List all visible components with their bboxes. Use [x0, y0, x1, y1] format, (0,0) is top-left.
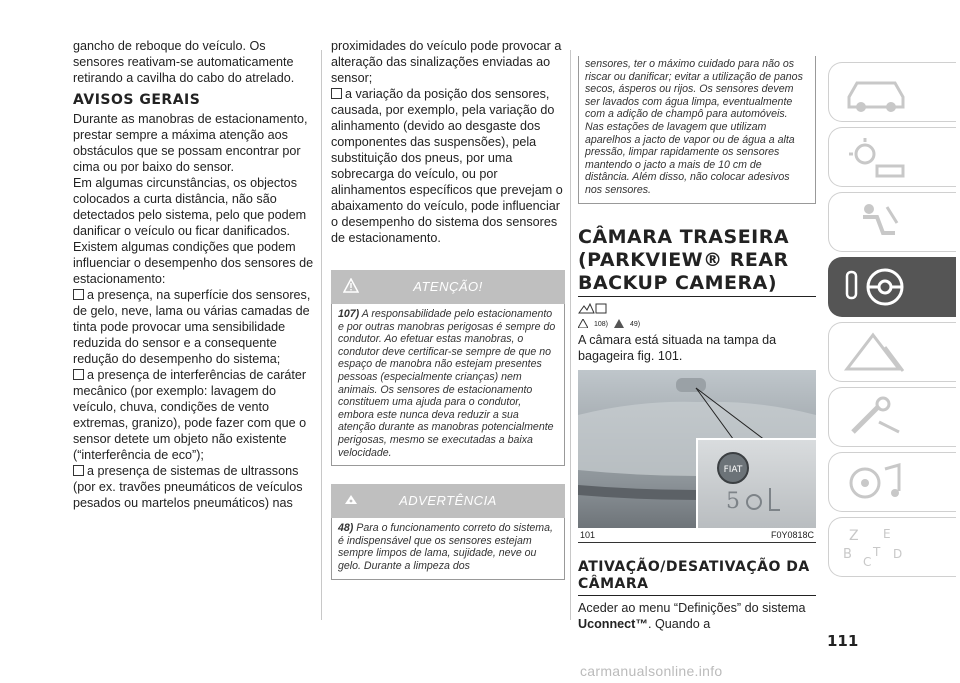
figure-number: 101 — [580, 529, 596, 540]
reference-marks — [578, 319, 816, 328]
bullet-item — [73, 463, 318, 511]
page-number: 111 — [827, 632, 859, 650]
paragraph: Em algumas circunstâncias, os objectos colocados a curta distância, não são detectados pelo sistema, pelo que podem danificar o veículo ou ficar danificados. — [73, 176, 307, 238]
heading-rule — [578, 595, 816, 596]
caution-number: 48) — [338, 522, 354, 535]
caution-triangle-icon — [614, 319, 624, 328]
caution-header — [331, 484, 565, 518]
paragraph: Aceder ao menu “Definições” do sistema Uconnect™. Quando a — [578, 600, 806, 631]
bullet-item — [73, 367, 318, 463]
svg-text:C: C — [863, 555, 872, 569]
uconnect-label: Uconnect™ — [578, 616, 648, 631]
warning-title: ATENÇÃO! — [413, 279, 483, 294]
heading-rule — [578, 296, 816, 297]
tab-multimedia[interactable] — [828, 452, 956, 512]
figure-inset-badge — [696, 438, 816, 528]
bullet-text: a presença de interferências de caráter mecânico (por exemplo: lavagem do veículo, chuva, condições de vento extremas, granizo), pode fazer com que o sensor detete um objeto não existente (“interferência de eco”); — [73, 368, 307, 462]
column-divider — [570, 50, 571, 620]
fiat-500l-badge-icon — [698, 440, 816, 528]
wrench-icon — [843, 396, 913, 438]
caution-text: Para o funcionamento correto do sistema, é indispensável que os sensores estejam sempre limpos de lama, sujidade, neve ou gelo. Durante a limpeza dos — [338, 522, 553, 572]
svg-text:D: D — [893, 547, 903, 561]
index-icon — [843, 526, 933, 570]
lights-icon — [843, 136, 913, 178]
bullet-text: a variação da posição dos sensores, causada, por exemplo, pela variação do alinhamento (devido ao desgaste dos componentes das suspensões), pela substituição dos pneus, por uma sobrecarga do veículo, ou por alinhamentos específicos que prevejam o abaixamento do veículo, pode influenciar o desempenho do sistema dos sensores de estacionamento. — [331, 87, 563, 245]
warning-number: 107) — [338, 308, 360, 320]
intro-paragraph: gancho de reboque do veículo. Os sensores reativam-se automaticamente retirando a cavilha do cabo do atrelado. — [73, 39, 295, 85]
media-icon — [843, 461, 913, 503]
tab-index[interactable] — [828, 517, 956, 577]
reference-caution: 49) — [630, 320, 641, 328]
camera-function-icon — [578, 301, 608, 315]
tab-lights[interactable] — [828, 127, 956, 187]
warning-header — [331, 270, 565, 304]
svg-text:5: 5 — [726, 488, 740, 514]
section-heading-general-warnings: AVISOS GERAIS — [73, 92, 201, 108]
column-1 — [73, 38, 318, 511]
tab-warnings[interactable] — [828, 322, 956, 382]
caution-body — [331, 518, 565, 579]
reference-warning: 108) — [594, 320, 609, 328]
svg-text:Z: Z — [849, 528, 859, 544]
column-3 — [578, 56, 816, 632]
section-heading-rear-camera: CÂMARA TRASEIRA (PARKVIEW® REAR BACKUP CAMERA) — [578, 225, 790, 294]
bullet-item — [331, 86, 565, 246]
warning-triangle-icon — [843, 331, 913, 373]
paragraph: Durante as manobras de estacionamento, prestar sempre a máxima atenção aos obstáculos que se possam encontrar por cima ou por baixo do sensor. — [73, 112, 308, 174]
column-2 — [331, 38, 565, 580]
bullet-item — [73, 287, 318, 367]
warning-body — [331, 304, 565, 466]
bullet-box-icon — [73, 289, 84, 300]
bullet-box-icon — [331, 88, 342, 99]
section-heading-activation: ATIVAÇÃO/DESATIVAÇÃO DA CÂMARA — [578, 558, 810, 592]
bullet-box-icon — [73, 369, 84, 380]
bullet-text: a presença de sistemas de ultrassons (por ex. travões pneumáticos de veículos pesados ou martelos pneumáticos) nas — [73, 464, 303, 510]
caution-title: ADVERTÊNCIA — [399, 493, 497, 509]
paragraph: Existem algumas condições que podem influenciar o desempenho dos sensores de estacionamento: — [73, 240, 314, 286]
svg-text:FIAT: FIAT — [723, 464, 743, 475]
car-icon — [843, 71, 913, 113]
column-divider — [321, 50, 322, 620]
caution-continuation-box — [578, 56, 816, 204]
svg-text:E: E — [883, 527, 891, 541]
tab-starting-driving[interactable] — [828, 257, 956, 317]
paragraph: proximidades do veículo pode provocar a alteração das sinalizações enviadas ao sensor; — [331, 39, 562, 85]
chapter-tabs — [828, 62, 956, 582]
figure-code: F0Y0818C — [770, 529, 814, 540]
tab-maintenance[interactable] — [828, 387, 956, 447]
tab-car[interactable] — [828, 62, 956, 122]
svg-text:T: T — [873, 545, 881, 559]
watermark: carmanualsonline.info — [580, 663, 723, 679]
bullet-box-icon — [73, 465, 84, 476]
figure-caption — [578, 528, 816, 543]
caution-continuation-text: sensores, ter o máximo cuidado para não os riscar ou danificar; evitar a utilização de panos secos, ásperos ou rijos. Os sensores devem ser lavados com água limpa, eventualmente com a adição de champô para automóveis. Nas estações de lavagem que utilizam aparelhos a jacto de vapor ou de água a alta pressão, limpar rapidamente os sensores mantendo o jacto a mais de 10 cm de distância. Além disso, não colocar adesivos nos sensores. — [585, 58, 803, 196]
reference-icons — [578, 301, 816, 315]
bullet-text: a presença, na superfície dos sensores, de gelo, neve, lama ou várias camadas de tinta pode provocar uma sensibilidade reduzida do sensor e a consequente redução do desempenho do sistema; — [73, 288, 311, 366]
warning-text: A responsabilidade pelo estacionamento e por outras manobras perigosas é sempre do condutor. Ao efetuar estas manobras, o condutor deve certificar-se sempre de que no espaço de manobra não estejam presentes pessoas (especialmente crianças) nem animais. Os sensores de estacionamento constituem uma ajuda para o condutor, embora este nunca deva reduzir a sua atenção durante as manobras potencialmente perigosas, mesmo se executadas a baixa velocidade. — [338, 308, 556, 459]
seat-airbag-icon — [843, 201, 913, 243]
figure-rear-camera — [578, 370, 816, 528]
warning-triangle-icon — [578, 319, 588, 328]
svg-text:B: B — [843, 547, 852, 562]
tab-safety[interactable] — [828, 192, 956, 252]
paragraph: A câmara está situada na tampa da bagageira fig. 101. — [578, 332, 777, 363]
key-steering-icon — [843, 266, 913, 308]
